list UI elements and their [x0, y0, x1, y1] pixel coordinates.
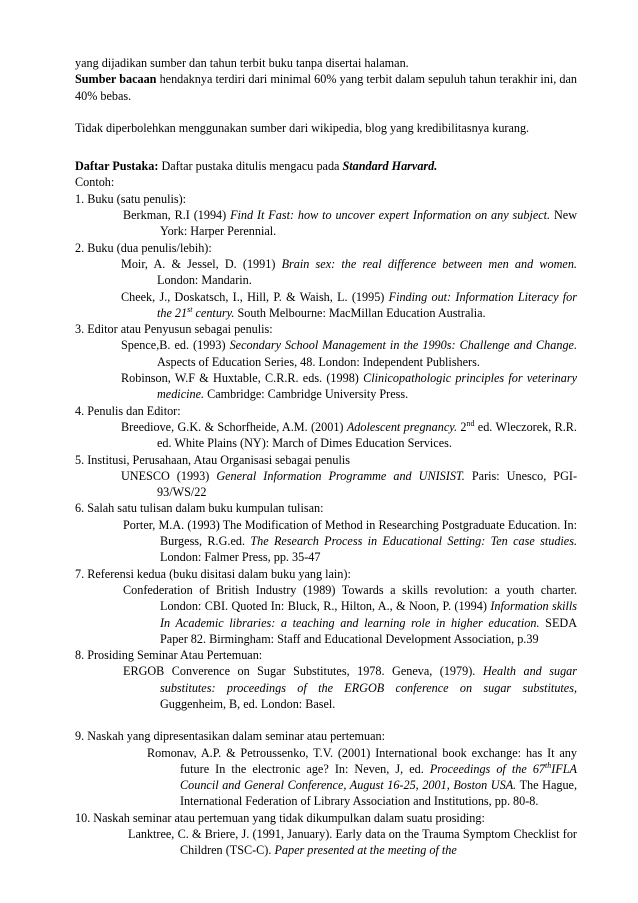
reference-publisher: Cambridge: Cambridge University Press.	[204, 387, 409, 402]
standard-harvard: Standard Harvard.	[342, 159, 438, 174]
section-heading: 3. Editor atau Penyusun sebagai penulis:	[75, 322, 273, 337]
sumber-bacaan-label: Sumber bacaan	[75, 72, 157, 87]
reference-author: UNESCO (1993)	[121, 468, 217, 483]
reference-entry	[75, 207, 577, 240]
section-heading: 9. Naskah yang dipresentasikan dalam seminar atau pertemuan:	[75, 729, 385, 744]
document-page	[75, 55, 577, 859]
daftar-pustaka-text: Daftar pustaka ditulis mengacu pada	[158, 159, 343, 174]
reference-entry	[75, 256, 577, 289]
section-heading: 4. Penulis dan Editor:	[75, 403, 181, 418]
reference-publisher: South Melbourne: MacMillan Education Australia.	[234, 305, 486, 320]
reference-author: Robinson, W.F & Huxtable, C.R.R. eds. (1998)	[121, 371, 364, 386]
reference-author: Confederation of British Industry (1989) Towards a skills revolution: a youth charter. London: CBI. Quoted In: Bluck, R., Hilton, A., & Noon, P. (1994)	[123, 582, 577, 614]
reference-entry	[75, 826, 577, 859]
reference-title: Paper presented at the meeting of the	[274, 843, 457, 858]
reference-author: Cheek, J., Doskatsch, I., Hill, P. & Waish, L. (1995)	[121, 289, 389, 304]
reference-title: Information skills In Academic libraries: a teaching and learning role in higher education.	[160, 599, 577, 630]
reference-author: Romonav, A.P. & Petroussenko, T.V. (2001) International book exchange: has It any future In the electronic age? In: Neven, J, ed.	[147, 745, 577, 776]
reference-entry	[75, 468, 577, 501]
sumber-bacaan-paragraph	[75, 71, 577, 104]
daftar-pustaka-paragraph	[75, 158, 577, 174]
daftar-pustaka-label: Daftar Pustaka:	[75, 159, 159, 174]
reference-publisher: Guggenheim, B, ed. London: Basel.	[160, 696, 336, 711]
contoh-label: Contoh:	[75, 175, 115, 190]
reference-title: Finding out: Information Literacy for the 21	[157, 289, 577, 320]
reference-author: Spence,B. ed. (1993)	[121, 338, 230, 353]
sumber-bacaan-text: hendaknya terdiri dari minimal 60% yang terbit dalam sepuluh tahun terakhir ini, dan 40% bebas.	[75, 72, 577, 103]
reference-title: Secondary School Management in the 1990s: Challenge and Change.	[229, 338, 577, 353]
superscript: th	[545, 760, 552, 770]
section-heading: 2. Buku (dua penulis/lebih):	[75, 240, 212, 255]
reference-author: Lanktree, C. & Briere, J. (1991, January). Early data on the Trauma Symptom Checklist for Children (TSC-C).	[128, 827, 577, 858]
reference-publisher: London: Falmer Press, pp. 35-47	[160, 550, 321, 565]
reference-title-cont: IFLA Council and General Conference, August 16-25, 2001, Boston USA.	[180, 761, 577, 793]
wikipedia-rule: Tidak diperbolehkan menggunakan sumber dari wikipedia, blog yang kredibilitasnya kurang.	[75, 120, 530, 135]
intro-line: yang dijadikan sumber dan tahun terbit buku tanpa disertai halaman.	[75, 56, 409, 70]
reference-entry	[75, 745, 577, 810]
reference-publisher: London: Mandarin.	[157, 273, 252, 288]
section-heading: 8. Prosiding Seminar Atau Pertemuan:	[75, 648, 263, 663]
reference-title: Find It Fast: how to uncover expert Information on any subject.	[230, 208, 551, 223]
reference-publisher: Aspects of Education Series, 48. London: Independent Publishers.	[157, 354, 480, 369]
superscript: st	[187, 304, 193, 314]
reference-author: Berkman, R.I (1994)	[123, 208, 231, 223]
reference-entry	[75, 517, 577, 566]
reference-title: The Research Process in Educational Setting: Ten case studies.	[250, 534, 577, 549]
reference-publisher: The Hague, International Federation of Library Association and Institutions, pp. 80-8.	[180, 778, 577, 809]
reference-title: Clinicopathologic principles for veterinary medicine.	[157, 371, 577, 402]
section-heading: 10. Naskah seminar atau pertemuan yang tidak dikumpulkan dalam suatu prosiding:	[75, 810, 485, 825]
reference-author: Porter, M.A. (1993) The Modification of Method in Researching Postgraduate Education. In: Burgess, R.G.ed.	[123, 517, 577, 549]
reference-publisher: ed. Wleczorek, R.R. ed. White Plains (NY): March of Dimes Education Services.	[157, 419, 577, 451]
reference-author: Breediove, G.K. & Schorfheide, A.M. (2001)	[121, 419, 347, 434]
superscript: nd	[466, 418, 475, 428]
reference-entry	[75, 582, 577, 647]
reference-publisher: Paris: Unesco, PGI-93/WS/22	[157, 468, 578, 500]
reference-title: Brain sex: the real difference between men and women.	[281, 256, 577, 271]
reference-entry	[75, 289, 577, 322]
reference-publisher: SEDA Paper 82. Birmingham: Staff and Educational Development Association, p.39	[160, 615, 578, 646]
reference-title-cont: century.	[192, 305, 235, 320]
section-heading: 5. Institusi, Perusahaan, Atau Organisasi sebagai penulis	[75, 452, 350, 467]
reference-author: Moir, A. & Jessel, D. (1991)	[121, 256, 282, 271]
reference-author: ERGOB Converence on Sugar Substitutes, 1978. Geneva, (1979).	[123, 664, 483, 679]
section-heading: 7. Referensi kedua (buku disitasi dalam buku yang lain):	[75, 566, 351, 581]
section-heading: 6. Salah satu tulisan dalam buku kumpulan tulisan:	[75, 501, 324, 516]
reference-title: Proceedings of the 67	[429, 761, 546, 776]
reference-title: Adolescent pregnancy.	[346, 419, 458, 434]
reference-entry	[75, 337, 577, 370]
reference-publisher: New York: Harper Perennial.	[160, 208, 577, 239]
section-heading: 1. Buku (satu penulis):	[75, 191, 187, 206]
reference-title: Health and sugar substitutes: proceedings of the ERGOB conference on sugar substitutes,	[160, 664, 578, 695]
reference-title: General Information Programme and UNISIST.	[216, 468, 465, 483]
reference-entry	[75, 370, 577, 403]
reference-entry	[75, 663, 577, 712]
reference-entry	[75, 419, 577, 452]
reference-edition: 2	[457, 419, 467, 434]
